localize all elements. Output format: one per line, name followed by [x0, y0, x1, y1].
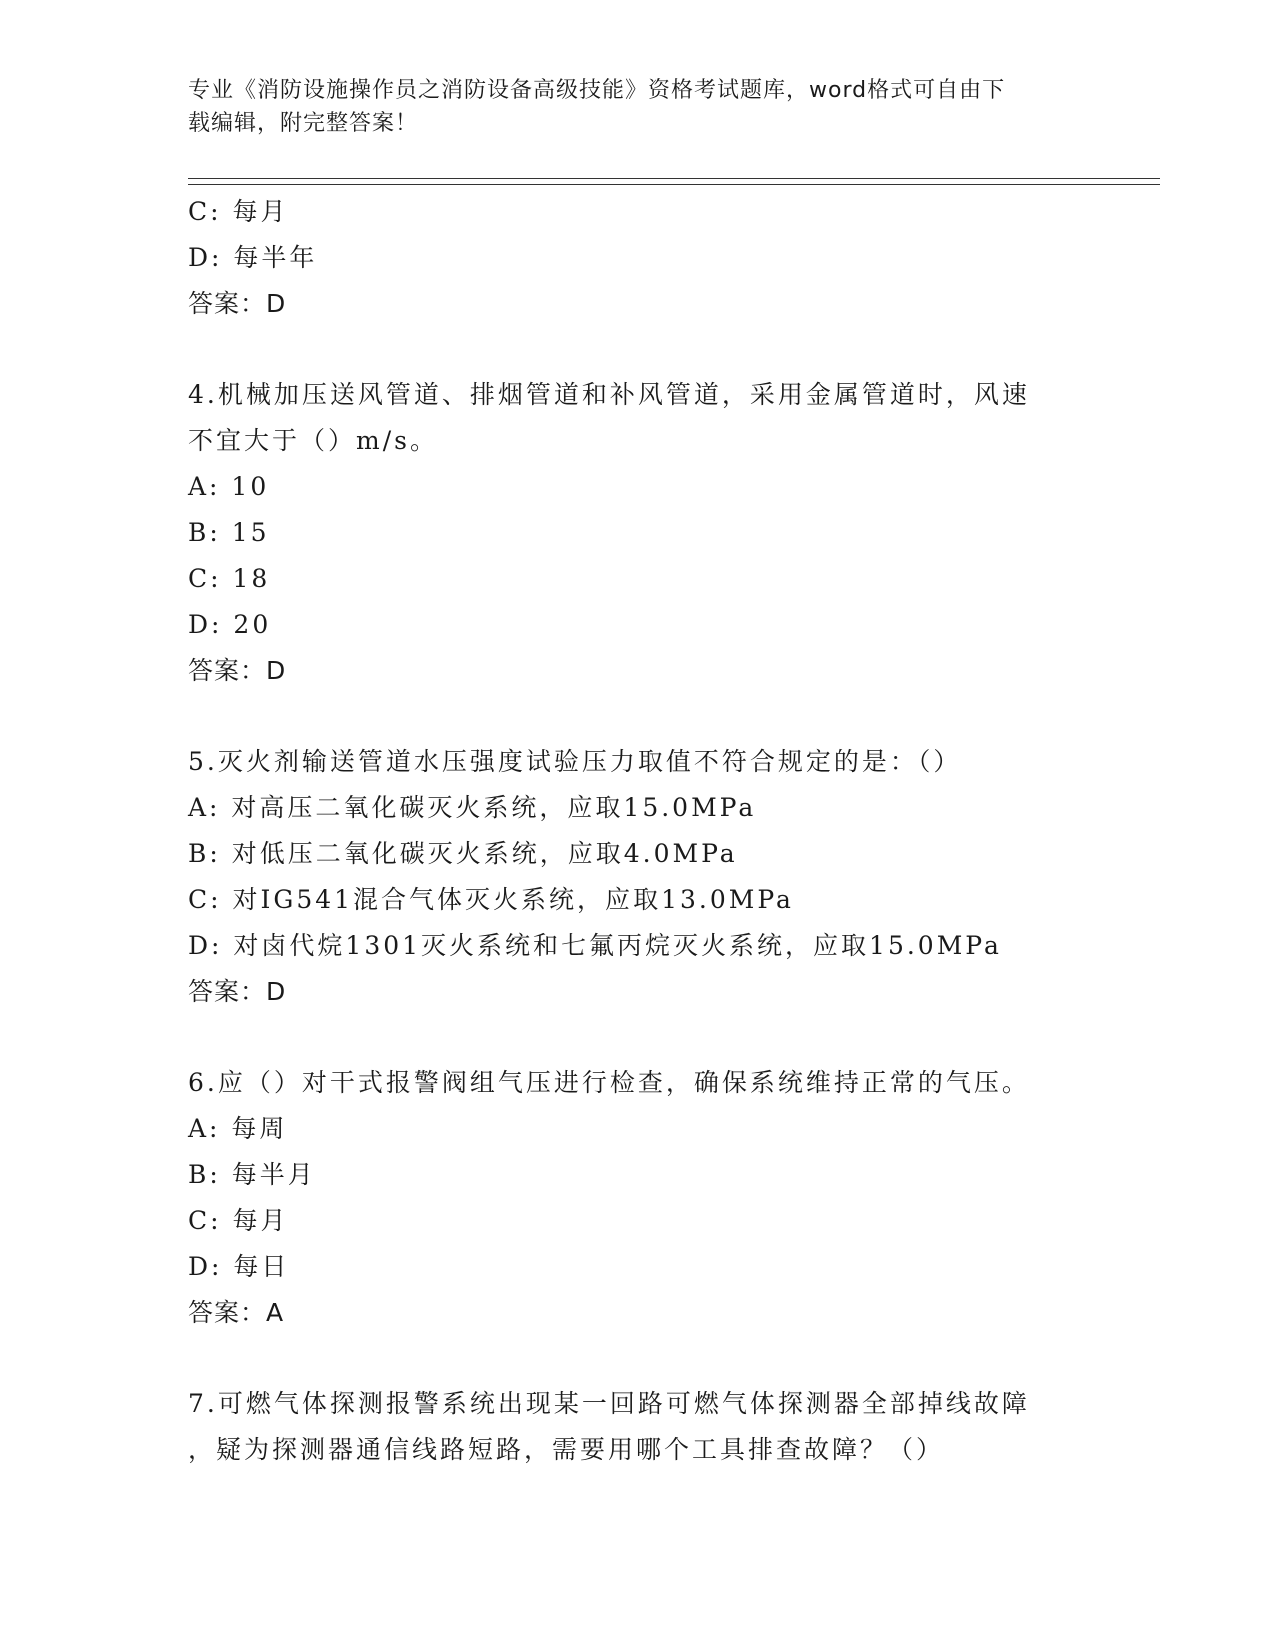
question-text-line-2: 不宜大于（）m/s。 [188, 426, 438, 455]
document-header [188, 74, 1078, 140]
option-a: A: 每周 [188, 1114, 288, 1143]
option-d: D: 每日 [188, 1252, 290, 1281]
answer: 答案：D [188, 289, 287, 318]
option-c: C: 每月 [188, 1206, 289, 1235]
question-3-partial [188, 189, 1088, 327]
question-text-line-1: 4.机械加压送风管道、排烟管道和补风管道，采用金属管道时，风速 [188, 380, 1030, 409]
question-text-line-2: ，疑为探测器通信线路短路，需要用哪个工具排查故障？（） [188, 1435, 945, 1464]
question-text-line-1: 6.应（）对干式报警阀组气压进行检查，确保系统维持正常的气压。 [188, 1068, 1030, 1097]
option-c: C: 每月 [188, 197, 289, 226]
answer: 答案：A [188, 1298, 285, 1327]
question-7 [188, 1381, 1088, 1473]
question-list [188, 189, 1088, 1473]
option-b: B: 15 [188, 518, 270, 547]
option-a: A: 10 [188, 472, 270, 501]
option-d: D: 20 [188, 610, 272, 639]
question-6 [188, 1060, 1088, 1336]
question-4 [188, 372, 1088, 694]
answer: 答案：D [188, 977, 287, 1006]
option-b: B: 每半月 [188, 1160, 316, 1189]
option-b: B: 对低压二氧化碳灭火系统，应取4.0MPa [188, 839, 738, 868]
option-c: C: 18 [188, 564, 271, 593]
question-text-line-1: 5.灭火剂输送管道水压强度试验压力取值不符合规定的是：（） [188, 747, 962, 776]
question-5 [188, 739, 1088, 1015]
question-text-line-1: 7.可燃气体探测报警系统出现某一回路可燃气体探测器全部掉线故障 [188, 1389, 1030, 1418]
header-title-line-2: 载编辑，附完整答案！ [188, 111, 419, 136]
answer: 答案：D [188, 656, 287, 685]
option-d: D: 每半年 [188, 243, 318, 272]
option-c: C: 对IG541混合气体灭火系统，应取13.0MPa [188, 885, 794, 914]
option-a: A: 对高压二氧化碳灭火系统，应取15.0MPa [188, 793, 757, 822]
option-d: D: 对卤代烷1301灭火系统和七氟丙烷灭火系统，应取15.0MPa [188, 931, 1002, 960]
header-divider [188, 178, 1160, 185]
header-title-line-1: 专业《消防设施操作员之消防设备高级技能》资格考试题库，word格式可自由下 [188, 78, 1006, 103]
